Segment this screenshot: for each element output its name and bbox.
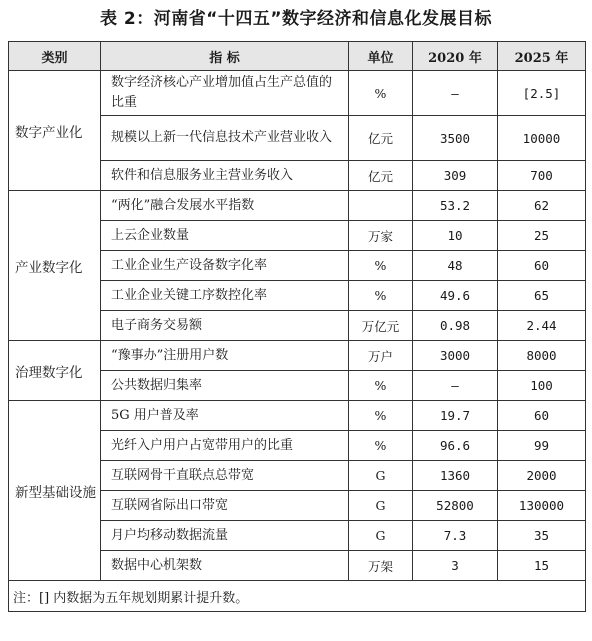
value-2020-cell: 0.98	[413, 311, 498, 341]
header-row	[9, 42, 586, 71]
value-2025-cell: 8000	[498, 341, 586, 371]
category-cell: 产业数字化	[9, 191, 101, 341]
unit-cell: G	[349, 461, 413, 491]
unit-cell: G	[349, 521, 413, 551]
value-2025-cell: 60	[498, 401, 586, 431]
value-2025-cell: 15	[498, 551, 586, 581]
unit-cell: 亿元	[349, 116, 413, 161]
value-2020-cell: 7.3	[413, 521, 498, 551]
value-2020-cell: 53.2	[413, 191, 498, 221]
value-2020-cell: 3000	[413, 341, 498, 371]
value-2020-cell: 96.6	[413, 431, 498, 461]
header-unit: 单位	[349, 42, 413, 71]
metric-cell: 月户均移动数据流量	[101, 521, 349, 551]
value-2025-cell: 2.44	[498, 311, 586, 341]
value-2025-cell: 10000	[498, 116, 586, 161]
value-2025-cell: 100	[498, 371, 586, 401]
metric-cell: “豫事办”注册用户数	[101, 341, 349, 371]
unit-cell: 万户	[349, 341, 413, 371]
unit-cell	[349, 191, 413, 221]
note-row	[9, 581, 586, 612]
value-2025-cell: 2000	[498, 461, 586, 491]
value-2020-cell: 48	[413, 251, 498, 281]
value-2020-cell: 3500	[413, 116, 498, 161]
value-2020-cell: 1360	[413, 461, 498, 491]
category-cell: 治理数字化	[9, 341, 101, 401]
metric-cell: 工业企业关键工序数控化率	[101, 281, 349, 311]
value-2025-cell: 99	[498, 431, 586, 461]
header-2025: 2025 年	[498, 42, 586, 71]
unit-cell: %	[349, 251, 413, 281]
value-2020-cell: —	[413, 371, 498, 401]
table-note: 注：[] 内数据为五年规划期累计提升数。	[9, 581, 586, 612]
unit-cell: %	[349, 281, 413, 311]
value-2025-cell: 25	[498, 221, 586, 251]
unit-cell: %	[349, 401, 413, 431]
value-2020-cell: 49.6	[413, 281, 498, 311]
metric-cell: 数据中心机架数	[101, 551, 349, 581]
metric-cell: 光纤入户用户占宽带用户的比重	[101, 431, 349, 461]
unit-cell: %	[349, 371, 413, 401]
metric-cell: 5G 用户普及率	[101, 401, 349, 431]
table-row	[9, 341, 586, 371]
category-cell: 数字产业化	[9, 71, 101, 191]
metric-cell: 互联网骨干直联点总带宽	[101, 461, 349, 491]
unit-cell: G	[349, 491, 413, 521]
value-2025-cell: 130000	[498, 491, 586, 521]
metric-cell: 互联网省际出口带宽	[101, 491, 349, 521]
table-row	[9, 401, 586, 431]
value-2025-cell: 700	[498, 161, 586, 191]
value-2020-cell: 52800	[413, 491, 498, 521]
value-2020-cell: —	[413, 71, 498, 116]
value-2020-cell: 10	[413, 221, 498, 251]
category-cell: 新型基础设施	[9, 401, 101, 581]
value-2025-cell: [2.5]	[498, 71, 586, 116]
header-category: 类别	[9, 42, 101, 71]
metric-cell: 电子商务交易额	[101, 311, 349, 341]
table-title: 表 2：河南省“十四五”数字经济和信息化发展目标	[99, 9, 493, 29]
value-2020-cell: 19.7	[413, 401, 498, 431]
header-metric: 指 标	[101, 42, 349, 71]
metric-cell: 上云企业数量	[101, 221, 349, 251]
unit-cell: 万亿元	[349, 311, 413, 341]
metric-cell: 数字经济核心产业增加值占生产总值的比重	[101, 71, 349, 116]
value-2020-cell: 3	[413, 551, 498, 581]
value-2025-cell: 62	[498, 191, 586, 221]
unit-cell: 亿元	[349, 161, 413, 191]
unit-cell: 万架	[349, 551, 413, 581]
metric-cell: 工业企业生产设备数字化率	[101, 251, 349, 281]
value-2020-cell: 309	[413, 161, 498, 191]
unit-cell: %	[349, 431, 413, 461]
unit-cell: 万家	[349, 221, 413, 251]
unit-cell: %	[349, 71, 413, 116]
header-2020: 2020 年	[413, 42, 498, 71]
value-2025-cell: 60	[498, 251, 586, 281]
value-2025-cell: 65	[498, 281, 586, 311]
targets-table	[8, 41, 586, 612]
table-row	[9, 191, 586, 221]
table-row	[9, 71, 586, 116]
value-2025-cell: 35	[498, 521, 586, 551]
metric-cell: 软件和信息服务业主营业务收入	[101, 161, 349, 191]
metric-cell: 规模以上新一代信息技术产业营业收入	[101, 116, 349, 161]
metric-cell: “两化”融合发展水平指数	[101, 191, 349, 221]
metric-cell: 公共数据归集率	[101, 371, 349, 401]
